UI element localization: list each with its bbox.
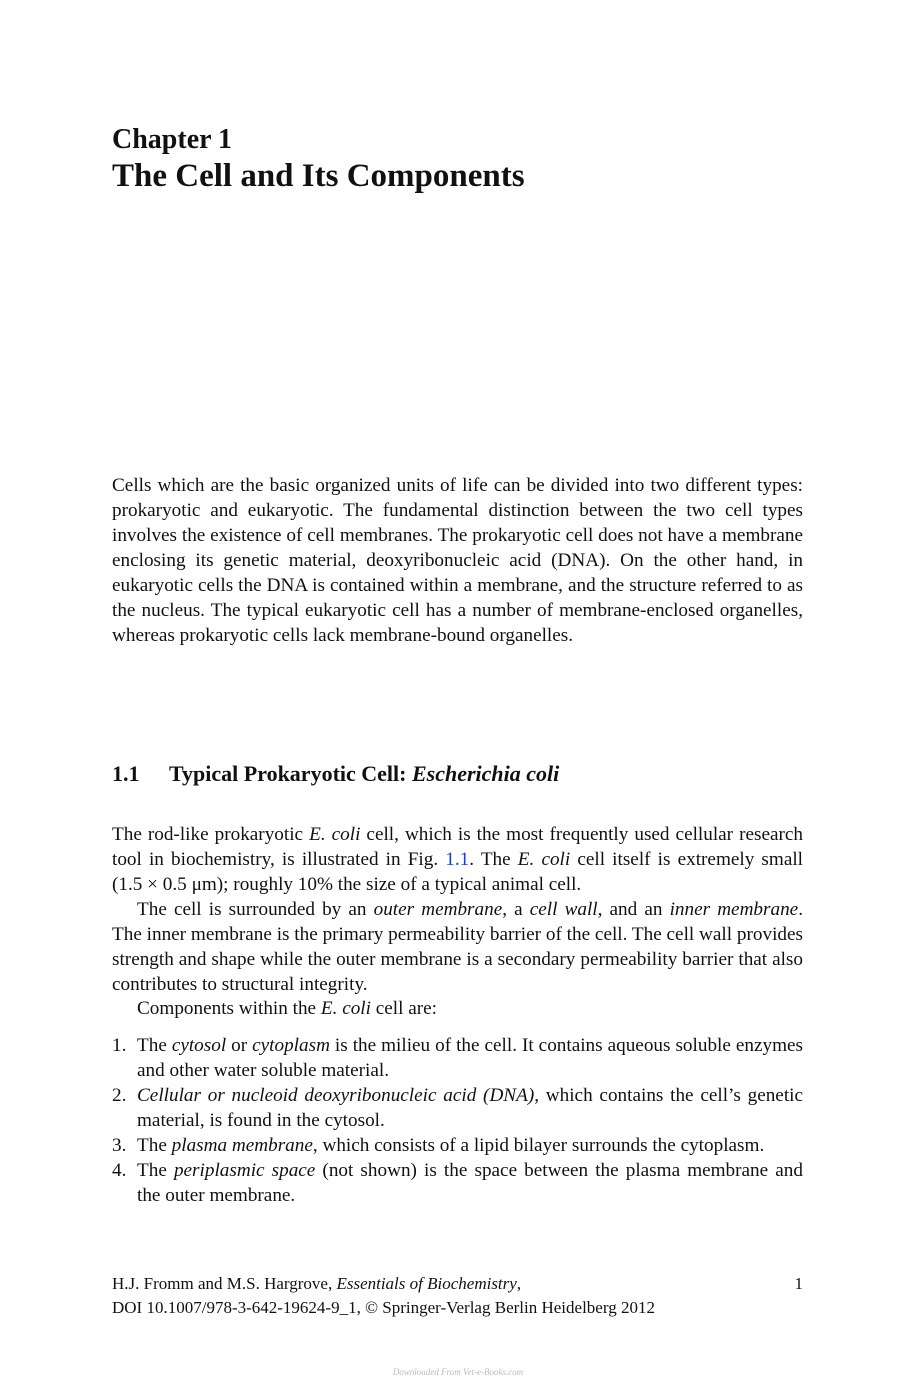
species-name: E. coli bbox=[309, 824, 361, 845]
text-run: , a bbox=[502, 899, 530, 920]
doi-line: DOI 10.1007/978-3-642-19624-9_1, © Springer-Verlag Berlin Heidelberg 2012 bbox=[112, 1298, 655, 1317]
term-periplasmic-space: periplasmic space bbox=[173, 1160, 316, 1181]
text-run: cell itself is extremely small (1.5 × 0.5 μm); roughly 10% the size of a typical animal cell. bbox=[112, 849, 804, 895]
chapter-abstract: Cells which are the basic organized units of life can be divided into two different types: prokaryotic and eukaryotic. The fundamental distinction between the two cell types involves the existence of cell membranes. The prokaryotic cell does not have a membrane enclosing its genetic material, deoxyribonucleic acid (DNA). On the other hand, in eukaryotic cells the DNA is contained within a membrane, and the structure referred to as the nucleus. The typical eukaryotic cell has a number of membrane-enclosed organelles, whereas prokaryotic cells lack membrane-bound organelles. bbox=[112, 475, 803, 646]
text-run: . The inner membrane is the primary permeability barrier of the cell. The cell wall provides strength and shape while the outer membrane is a secondary permeability barrier that also contributes to structural integrity. bbox=[112, 899, 803, 995]
text-run: , which consists of a lipid bilayer surrounds the cytoplasm. bbox=[312, 1135, 765, 1156]
list-item bbox=[112, 1158, 803, 1208]
paragraph-membranes bbox=[112, 897, 803, 997]
list-item bbox=[112, 1133, 803, 1158]
text-run: The bbox=[137, 1160, 174, 1181]
list-item bbox=[112, 1083, 803, 1133]
term-cytosol: cytosol bbox=[171, 1035, 227, 1056]
components-list bbox=[112, 1033, 803, 1208]
page-footer bbox=[112, 1272, 803, 1320]
footer-authors: H.J. Fromm and M.S. Hargrove, bbox=[112, 1274, 337, 1293]
list-marker: 2. bbox=[112, 1085, 127, 1106]
term-dna: Cellular or nucleoid deoxyribonucleic acid (DNA) bbox=[137, 1085, 535, 1106]
section-number: 1.1 bbox=[112, 761, 140, 786]
paragraph-components-intro bbox=[112, 996, 803, 1021]
list-marker: 1. bbox=[112, 1035, 127, 1056]
section-title: Typical Prokaryotic Cell: bbox=[169, 761, 412, 786]
term-cytoplasm: cytoplasm bbox=[252, 1035, 330, 1056]
citation-line bbox=[112, 1272, 803, 1296]
term-plasma-membrane: plasma membrane bbox=[171, 1135, 313, 1156]
download-watermark: Downloaded From Vet-e-Books.com bbox=[392, 1367, 524, 1377]
text-run: , bbox=[516, 1274, 522, 1293]
text-run: The bbox=[137, 1035, 172, 1056]
chapter-title: The Cell and Its Components bbox=[112, 158, 525, 194]
text-run: cell are: bbox=[370, 998, 438, 1019]
list-marker: 4. bbox=[112, 1160, 127, 1181]
text-run: or bbox=[226, 1035, 253, 1056]
species-name: E. coli bbox=[320, 998, 371, 1019]
text-run: . The bbox=[469, 849, 518, 870]
section-heading bbox=[112, 760, 559, 788]
text-run: The bbox=[137, 1135, 172, 1156]
text-run: , which contains the cell’s genetic material, is found in the cytosol. bbox=[137, 1085, 803, 1131]
text-run: is the milieu of the cell. It contains aqueous soluble enzymes and other water soluble material. bbox=[137, 1035, 803, 1081]
list-marker: 3. bbox=[112, 1135, 127, 1156]
text-run: cell, which is the most frequently used cellular research tool in biochemistry, is illustrated in Fig. bbox=[112, 824, 803, 870]
text-run: (not shown) is the space between the plasma membrane and the outer membrane. bbox=[137, 1160, 803, 1206]
text-run: , and an bbox=[597, 899, 670, 920]
chapter-label: Chapter 1 bbox=[112, 124, 233, 155]
figure-reference-link[interactable]: 1.1 bbox=[445, 849, 470, 870]
text-run: The cell is surrounded by an bbox=[137, 899, 374, 920]
list-item bbox=[112, 1033, 803, 1083]
text-run: Components within the bbox=[137, 998, 321, 1019]
paragraph-ecoli-intro bbox=[112, 822, 803, 897]
text-run: The rod-like prokaryotic bbox=[112, 824, 310, 845]
page-number: 1 bbox=[794, 1274, 803, 1293]
term-cell-wall: cell wall bbox=[529, 899, 598, 920]
term-outer-membrane: outer membrane bbox=[373, 899, 503, 920]
section-title-species: Escherichia coli bbox=[411, 761, 560, 786]
species-name: E. coli bbox=[517, 849, 571, 870]
footer-book-title: Essentials of Biochemistry bbox=[336, 1274, 517, 1293]
term-inner-membrane: inner membrane bbox=[669, 899, 799, 920]
